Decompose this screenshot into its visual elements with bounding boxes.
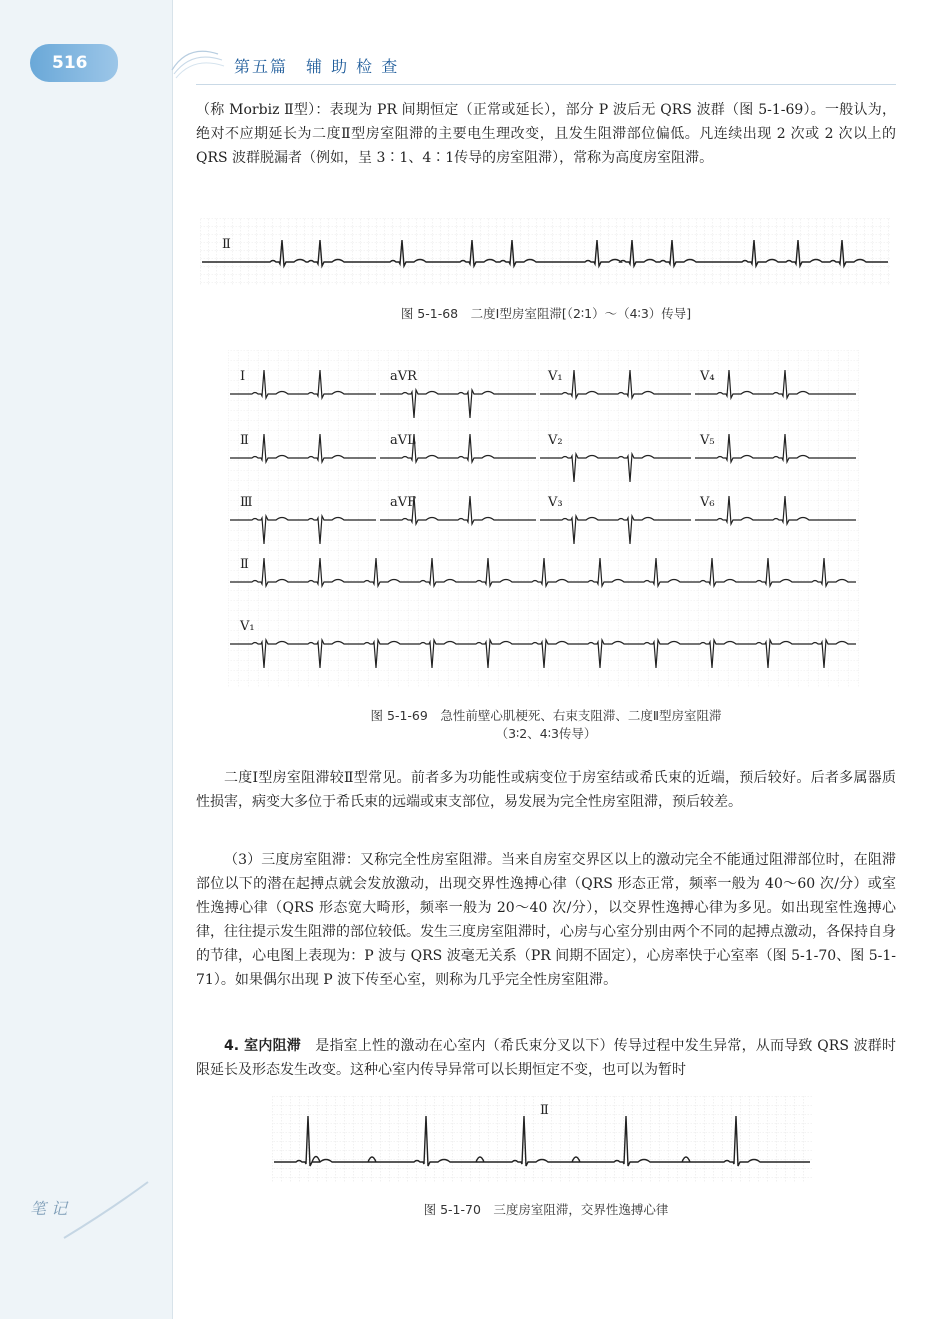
lead-label-aVL: aVL [390, 433, 416, 448]
swirl-decoration-icon [168, 40, 228, 80]
lead-label-aVF: aVF [390, 495, 417, 510]
fig70-caption: 图 5-1-70 三度房室阻滞，交界性逸搏心律 [423, 1202, 669, 1217]
lead-label-aVR: aVR [390, 369, 417, 384]
paragraph-intraventricular [196, 1034, 896, 1082]
notes-pen-stroke-icon [60, 1180, 150, 1240]
lead-label-II-rhythm: Ⅱ [240, 557, 249, 572]
lead-label-V6: V₆ [700, 495, 715, 510]
header-rule [196, 84, 896, 85]
ecg-strip-fig70 [272, 1096, 812, 1182]
lead-label-V5: V₅ [700, 433, 715, 448]
lead-label-I: Ⅰ [240, 369, 246, 384]
ecg-strip-fig68 [200, 218, 890, 286]
paragraph-intraventricular-body: 是指室上性的激动在心室内（希氏束分叉以下）传导过程中发生异常，从而导致 QRS 波群时限延长及形态发生改变。这种心室内传导异常可以长期恒定不变，也可以为暂时 [196, 1038, 896, 1078]
fig68-lead-label: Ⅱ [222, 237, 231, 252]
lead-label-III: Ⅲ [240, 495, 253, 510]
page-margin-sidebar [0, 0, 172, 1319]
fig69-caption-line1: 图 5-1-69 急性前壁心肌梗死、右束支阻滞、二度Ⅱ型房室阻滞 [370, 708, 722, 723]
lead-label-V4: V₄ [700, 369, 715, 384]
section-head-intraventricular: 4. 室内阻滞 [224, 1038, 301, 1054]
paragraph-comparison: 二度Ⅰ型房室阻滞较Ⅱ型常见。前者多为功能性或病变位于房室结或希氏束的近端，预后较好。后者多属器质性损害，病变大多位于希氏束的远端或束支部位，易发展为完全性房室阻滞，预后较差。 [196, 770, 896, 810]
page-number-tab [30, 44, 118, 82]
margin-divider [172, 0, 173, 1319]
lead-label-V2: V₂ [548, 433, 563, 448]
lead-label-II: Ⅱ [240, 433, 249, 448]
lead-label-V3: V₃ [548, 495, 563, 510]
notes-label: 笔 记 [30, 1199, 68, 1218]
fig68-caption: 图 5-1-68 二度Ⅰ型房室阻滞[（2∶1）～（4∶3）传导] [400, 306, 692, 321]
fig70-lead-label: Ⅱ [540, 1103, 549, 1118]
paragraph-morbiz: （称 Morbiz Ⅱ型）：表现为 PR 间期恒定（正常或延长），部分 P 波后无 QRS 波群（图 5-1-69）。一般认为，绝对不应期延长为二度Ⅱ型房室阻滞的主要电生理改变，且发生阻滞部位偏低。凡连续出现 2 次或 2 次以上的 QRS 波群脱漏者（例如，呈 3∶1、4∶1传导的房室阻滞），常称为高度房室阻滞。 [196, 102, 896, 166]
paragraph-third-degree: （3）三度房室阻滞：又称完全性房室阻滞。当来自房室交界区以上的激动完全不能通过阻滞部位时，在阻滞部位以下的潜在起搏点就会发放激动，出现交界性逸搏心律（QRS 形态正常，频率一般为 40～60 次/分）或室性逸搏心律（QRS 形态宽大畸形，频率一般为 20～40 次/分），以交界性逸搏心律为多见。如出现室性逸搏心律，往往提示发生阻滞的部位较低。发生三度房室阻滞时，心房与心室分别由两个不同的起搏点激动，各保持自身的节律，心电图上表现为：P 波与 QRS 波毫无关系（PR 间期不固定），心房率快于心室率（图 5-1-70、图 5-1-71）。如果偶尔出现 P 波下传至心室，则称为几乎完全性房室阻滞。 [196, 852, 896, 988]
fig69-caption-line2: （3∶2、4∶3传导） [495, 726, 597, 741]
ecg-12lead-fig69 [228, 350, 860, 688]
lead-label-V1-rhythm: V₁ [240, 619, 255, 634]
chapter-title: 第五篇 辅 助 检 查 [234, 57, 400, 76]
lead-label-V1: V₁ [548, 369, 563, 384]
page-number: 516 [52, 53, 88, 73]
